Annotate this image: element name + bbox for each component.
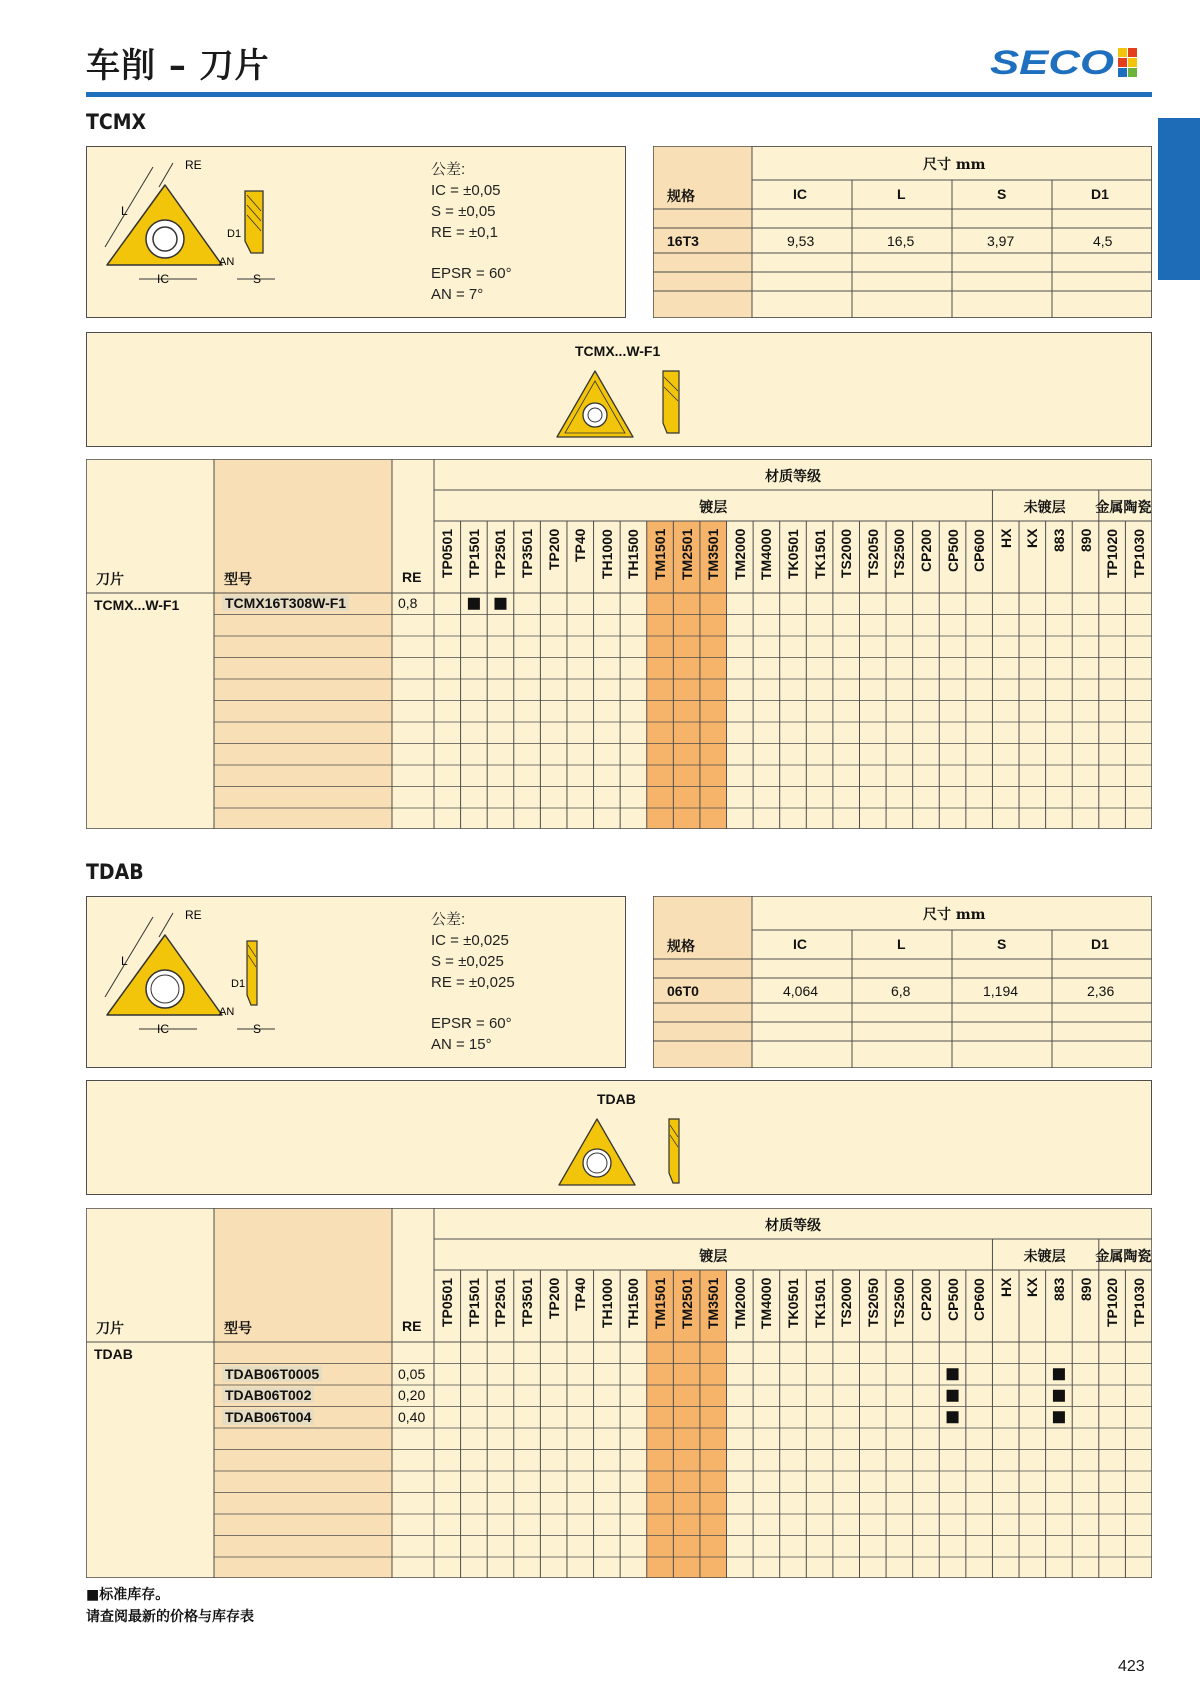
grade-col-header: TK0501 (785, 1278, 801, 1328)
stock-marker (947, 1411, 959, 1423)
tdab-family-box (86, 1080, 1152, 1195)
label-ic: IC (157, 1022, 169, 1036)
chapter-side-tab (1158, 118, 1200, 280)
re-value: 0,40 (398, 1408, 426, 1425)
label-ic: IC (157, 272, 169, 286)
page-title: 车削 – 刀片 (86, 46, 270, 86)
family-cell: TDAB (94, 1346, 133, 1362)
grade-col-header: TS2500 (891, 1278, 908, 1328)
grade-col-header: TP1020 (1104, 1278, 1121, 1328)
col-re-header: RE (402, 1318, 422, 1334)
dims-value-d1: 2,36 (1087, 983, 1115, 999)
label-s: S (253, 272, 262, 286)
grade-col-header: HX (997, 1278, 1014, 1298)
dims-spec-value: 06T0 (667, 983, 699, 999)
label-l: L (121, 204, 128, 218)
grade-col-header: TS2050 (864, 1278, 881, 1328)
part-number[interactable]: TDAB06T002 (222, 1387, 314, 1403)
label-re: RE (185, 908, 202, 922)
grade-col-header: TH1500 (625, 529, 642, 579)
tolerance-line: EPSR = 60° (431, 1015, 512, 1032)
dims-value-ic: 9,53 (787, 233, 815, 249)
grade-col-header: 883 (1050, 1278, 1067, 1302)
grade-col-header: TK0501 (785, 529, 801, 579)
part-number[interactable]: TDAB06T004 (222, 1409, 314, 1425)
header-rule (86, 92, 1152, 97)
grade-col-header: TP0501 (439, 529, 456, 579)
grade-col-header: TM1501 (652, 1278, 669, 1330)
part-number[interactable]: TCMX16T308W-F1 (222, 595, 349, 611)
coated-label: 镀层 (699, 500, 728, 516)
stock-marker (947, 1390, 959, 1402)
stock-marker (1053, 1411, 1065, 1423)
tdab-insert-icon (557, 1115, 697, 1189)
dims-value-s: 3,97 (987, 233, 1015, 249)
dims-value-l: 6,8 (891, 983, 911, 999)
grade-col-header: TS2050 (864, 529, 881, 579)
grade-col-header: TP3501 (519, 529, 536, 579)
re-value: 0,20 (398, 1387, 426, 1403)
uncoated-label: 未镀层 (1023, 500, 1066, 516)
stock-marker (1053, 1368, 1065, 1380)
tcmx-grade-table (86, 459, 1152, 829)
label-d1: D1 (227, 228, 242, 240)
tdab-tolerance-text (431, 909, 515, 1055)
re-value: 0,05 (398, 1365, 426, 1382)
tdab-tolerance-box (86, 896, 626, 1068)
grade-col-header: TP1501 (465, 529, 482, 579)
seco-logo (990, 44, 1140, 78)
col-insert-header: 刀片 (96, 572, 124, 588)
tdab-insert-drawing (97, 905, 297, 1055)
dims-spec-label: 规格 (667, 189, 695, 205)
family-cell: TCMX...W-F1 (94, 597, 180, 613)
grade-col-header: HX (997, 529, 1014, 549)
grade-group-label: 材质等级 (765, 1218, 821, 1234)
dims-spec-label: 规格 (667, 939, 695, 955)
grade-col-header: TM3501 (705, 529, 722, 581)
grade-col-header: TM2000 (731, 1278, 748, 1330)
grade-col-header: TM2501 (678, 529, 695, 581)
grade-col-header: KX (1024, 529, 1041, 549)
grade-col-header: TS2000 (838, 529, 855, 579)
grade-col-header: TH1000 (598, 1278, 615, 1328)
grade-col-header: CP500 (944, 1278, 961, 1321)
seco-logo-text: SECO (990, 44, 1114, 78)
grade-col-header: TP2501 (492, 529, 509, 579)
grade-col-header: TK1501 (811, 529, 828, 579)
stock-marker (494, 598, 506, 610)
col-type-header: 型号 (224, 1321, 252, 1337)
dims-col-ic: IC (793, 936, 807, 952)
dims-spec-value: 16T3 (667, 233, 699, 249)
stock-marker (947, 1368, 959, 1380)
dims-col-l: L (897, 936, 906, 952)
price-note: 请查阅最新的价格与库存表 (86, 1609, 254, 1625)
family-label: TDAB (597, 1091, 636, 1107)
grade-col-header: TM3501 (705, 1278, 722, 1330)
uncoated-label: 未镀层 (1023, 1249, 1066, 1265)
grade-col-header: TP1030 (1130, 1278, 1147, 1328)
label-s: S (253, 1022, 262, 1036)
page-number: 423 (1118, 1658, 1145, 1675)
grade-col-header: CP200 (917, 529, 934, 572)
grade-col-header: TM2501 (678, 1278, 695, 1330)
label-d1: D1 (231, 978, 246, 990)
grade-col-header: TK1501 (811, 1278, 828, 1328)
col-insert-header: 刀片 (96, 1321, 124, 1337)
tolerance-line: RE = ±0,025 (431, 974, 515, 991)
dims-value-s: 1,194 (983, 983, 1019, 999)
dims-col-d1: D1 (1091, 936, 1109, 952)
dims-col-d1: D1 (1091, 186, 1109, 202)
tcmx-insert-icon (555, 367, 695, 441)
grade-col-header: CP500 (944, 529, 961, 572)
grade-col-header: CP200 (917, 1278, 934, 1321)
tolerance-label: 公差: (431, 911, 466, 928)
grade-col-header: TP200 (545, 1278, 562, 1320)
grade-col-header: TP1030 (1130, 529, 1147, 579)
grade-col-header: KX (1024, 1278, 1041, 1298)
tolerance-line: RE = ±0,1 (431, 224, 499, 241)
grade-col-header: 890 (1077, 529, 1094, 553)
grade-col-header: CP600 (971, 1278, 988, 1321)
grade-col-header: TM1501 (652, 529, 669, 581)
label-l: L (121, 954, 128, 968)
dims-value-l: 16,5 (887, 233, 915, 249)
grade-col-header: TH1500 (625, 1278, 642, 1328)
tcmx-tolerance-box (86, 146, 626, 318)
grade-col-header: 890 (1077, 1278, 1094, 1302)
tdab-dims-table (653, 896, 1152, 1068)
dims-col-s: S (997, 186, 1007, 202)
stock-marker (1053, 1390, 1065, 1402)
coated-label: 镀层 (699, 1249, 728, 1265)
grade-col-header: TH1000 (598, 529, 615, 579)
grade-col-header: TP3501 (519, 1278, 536, 1328)
grade-col-header: TM2000 (731, 529, 748, 581)
tdab-grade-table (86, 1208, 1152, 1578)
grade-col-header: TP40 (572, 1278, 589, 1312)
dims-col-s: S (997, 936, 1007, 952)
dims-col-l: L (897, 186, 906, 202)
grade-col-header: TP200 (545, 529, 562, 571)
col-re-header: RE (402, 569, 422, 585)
tolerance-line: S = ±0,05 (431, 203, 496, 220)
tolerance-line: S = ±0,025 (431, 953, 504, 970)
tolerance-label: 公差: (431, 161, 466, 178)
tcmx-dims-table (653, 146, 1152, 318)
grade-col-header: TM4000 (758, 1278, 775, 1330)
label-re: RE (185, 158, 202, 172)
section-code-tcmx: TCMX (86, 110, 147, 134)
tolerance-line: AN = 15° (431, 1036, 492, 1053)
stock-legend: ■标准库存。 (86, 1587, 170, 1603)
part-number[interactable]: TDAB06T0005 (222, 1366, 322, 1382)
tcmx-tolerance-text (431, 159, 512, 305)
grade-col-header: TP0501 (439, 1278, 456, 1328)
grade-col-header: TS2000 (838, 1278, 855, 1328)
grade-col-header: TP1020 (1104, 529, 1121, 579)
grade-grid (86, 459, 1152, 829)
tolerance-line: AN = 7° (431, 286, 484, 303)
section-code-tdab: TDAB (86, 860, 144, 884)
dims-value-d1: 4,5 (1093, 233, 1113, 249)
grade-col-header: TP2501 (492, 1278, 509, 1328)
family-label: TCMX...W-F1 (575, 343, 661, 359)
re-value: 0,8 (398, 595, 418, 611)
grade-col-header: TP40 (572, 529, 589, 563)
tolerance-line: IC = ±0,05 (431, 182, 501, 199)
dims-group-label: 尺寸 mm (923, 907, 986, 923)
grade-col-header: CP600 (971, 529, 988, 572)
dims-value-ic: 4,064 (783, 983, 819, 999)
dims-group-label: 尺寸 mm (923, 157, 986, 173)
tcmx-family-box (86, 332, 1152, 447)
grade-col-header: TP1501 (465, 1278, 482, 1328)
label-an: AN (219, 1006, 235, 1018)
grade-col-header: TS2500 (891, 529, 908, 579)
stock-marker (468, 598, 480, 610)
grade-col-header: 883 (1050, 529, 1067, 553)
tcmx-insert-drawing (97, 155, 297, 305)
tolerance-line: IC = ±0,025 (431, 932, 509, 949)
cermet-label: 金属陶瓷 (1095, 1249, 1152, 1265)
cermet-label: 金属陶瓷 (1095, 500, 1152, 516)
col-type-header: 型号 (224, 572, 252, 588)
label-an: AN (219, 256, 235, 268)
grade-group-label: 材质等级 (765, 469, 821, 485)
dims-col-ic: IC (793, 186, 807, 202)
tolerance-line: EPSR = 60° (431, 265, 512, 282)
grade-col-header: TM4000 (758, 529, 775, 581)
